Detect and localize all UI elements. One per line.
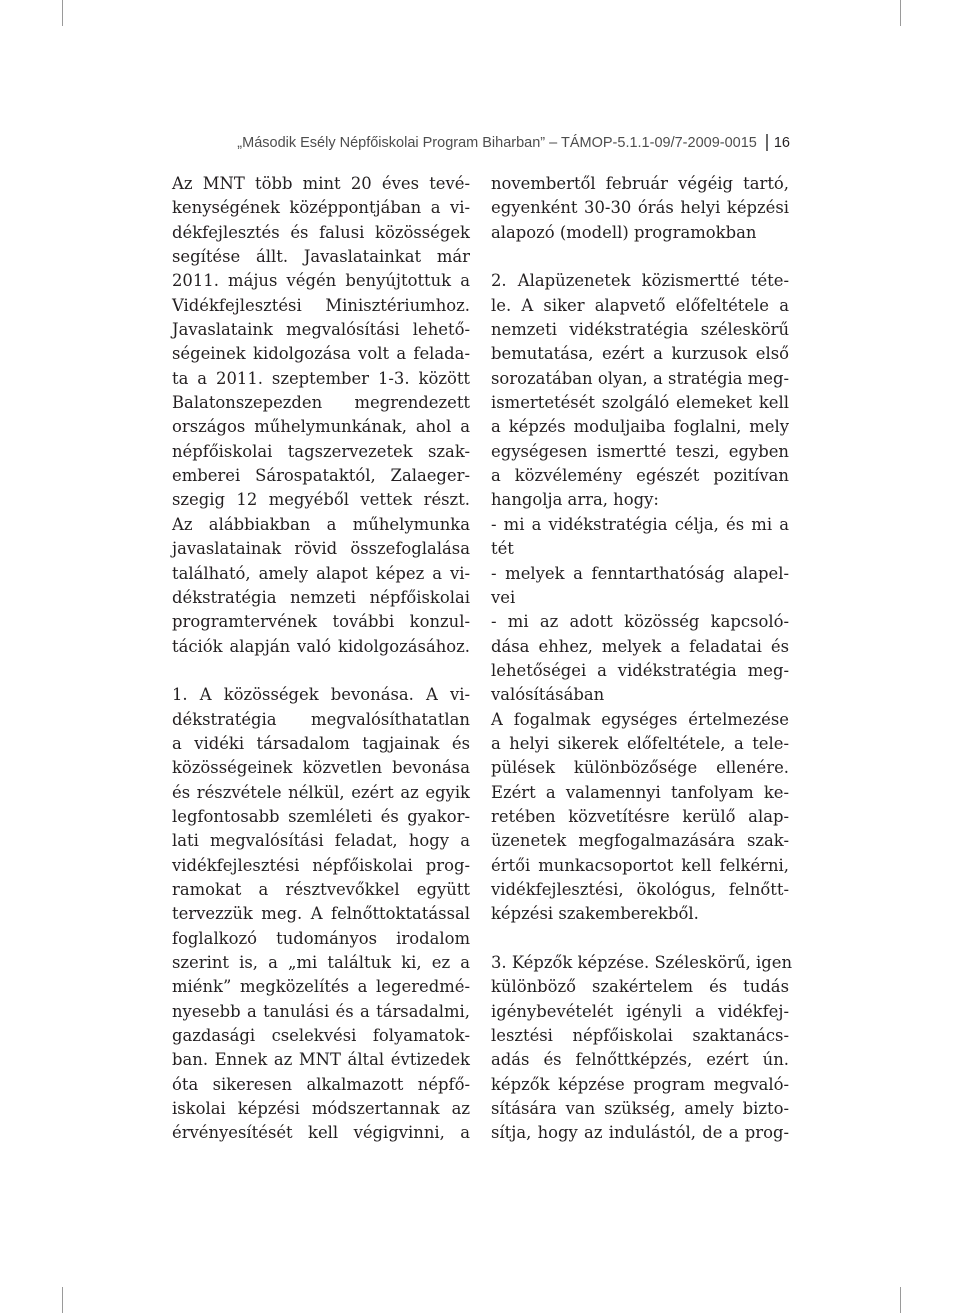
text-line: vidékfejlesztési népfőiskolai prog-	[172, 855, 470, 875]
text-line: miénk” megközelítés a legeredmé-	[172, 977, 470, 997]
text-line: népfőiskolai tagszervezetek szak-	[172, 441, 470, 461]
text-line: ramokat a résztvevőkkel együtt	[172, 879, 470, 899]
text-line: dékfejlesztés és falusi közösségek	[172, 222, 470, 242]
text-line: sítására van szükség, amely bizto-	[491, 1099, 789, 1119]
text-line: novembertől február végéig tartó,	[491, 174, 789, 193]
text-line: Balatonszepezden megrendezett	[172, 393, 470, 413]
text-line: sorozatában olyan, a stratégia meg-	[491, 368, 789, 388]
text-line: Az alábbiakban a műhelymunka	[172, 514, 470, 534]
text-line: a helyi sikerek előfeltétele, a tele-	[491, 733, 789, 753]
paragraph-gap	[491, 927, 789, 951]
text-line: vidékfejlesztési, ökológus, felnőtt-	[491, 879, 789, 899]
text-line: dékstratégia megvalósíthatatlan	[172, 709, 470, 729]
text-line: a vidéki társadalom tagjainak és	[172, 733, 470, 753]
text-line: ismertetését szolgáló elemeket kell	[491, 393, 789, 413]
text-line: tervezzük meg. A felnőttoktatással	[172, 904, 470, 924]
text-line: értői munkacsoportot kell felkérni,	[491, 855, 789, 875]
running-header	[237, 134, 790, 151]
text-line: érvényesítését kell végigvinni, a	[172, 1123, 470, 1143]
text-line: szerint is, a „mi találtuk ki, ez a	[172, 953, 470, 972]
text-line: kenységének középpontjában a vi-	[172, 198, 470, 218]
text-line: igénybevételét igényli a vidékfej-	[491, 1001, 789, 1021]
text-line: adás és felnőttképzés, ezért ún.	[491, 1050, 789, 1070]
left-text-column	[172, 172, 470, 1146]
text-line: a képzés moduljaiba foglalni, mely	[491, 417, 789, 437]
text-line: 3. Képzők képzése. Széleskörű, igen	[491, 953, 793, 972]
text-line: - melyek a fenntarthatóság alapel-	[491, 563, 789, 583]
text-line: vei	[491, 587, 516, 607]
text-line: a közvélemény egészét pozitívan	[491, 466, 789, 486]
header-title: „Második Esély Népfőiskolai Program Biharban” – TÁMOP-5.1.1-09/7-2009-0015	[237, 134, 757, 151]
text-line: segítése állt. Javaslatainkat már	[172, 247, 470, 267]
crop-mark-top-left	[62, 0, 63, 26]
text-line: és részvétele nélkül, ezért az egyik	[172, 782, 470, 802]
text-line: emberei Sárospataktól, Zalaeger-	[172, 466, 470, 486]
text-line: ségeinek kidolgozása volt a felada-	[172, 344, 470, 364]
text-line: alapozó (modell) programokban	[491, 222, 757, 242]
text-line: üzenetek megfogalmazására szak-	[491, 831, 789, 851]
crop-mark-bottom-left	[62, 1287, 63, 1313]
text-line: 1. A közösségek bevonása. A vi-	[172, 685, 470, 705]
text-line: - mi az adott közösség kapcsoló-	[491, 612, 789, 632]
text-line: retében közvetítésre kerülő alap-	[491, 806, 789, 826]
text-line: képzési szakemberekből.	[491, 904, 699, 924]
text-line: ta a 2011. szeptember 1-3. között	[172, 368, 470, 388]
text-line: - mi a vidékstratégia célja, és mi a	[491, 514, 789, 534]
text-line: gazdasági cselekvési folyamatok-	[172, 1026, 470, 1046]
text-line: Az MNT több mint 20 éves tevé-	[172, 174, 470, 193]
text-line: valósításában	[491, 685, 605, 705]
text-line: lati megvalósítási feladat, hogy a	[172, 831, 470, 851]
text-line: iskolai képzési módszertannak az	[172, 1099, 470, 1119]
header-separator	[766, 134, 768, 151]
text-line: szegig 12 megyéből vettek részt.	[172, 490, 470, 510]
text-line: nemzeti vidékstratégia széleskörű	[491, 320, 789, 340]
text-line: lehetőségei a vidékstratégia meg-	[491, 660, 789, 680]
text-line: egységesen ismertté teszi, egyben	[491, 441, 789, 461]
text-line: le. A siker alapvető előfeltétele a	[491, 295, 789, 315]
text-line: sítja, hogy az indulástól, de a prog-	[491, 1123, 789, 1143]
text-line: dása ehhez, melyek a feladatai és	[491, 636, 789, 656]
text-line: található, amely alapot képez a vi-	[172, 563, 470, 583]
text-line: lesztési népfőiskolai szaktanács-	[491, 1026, 789, 1046]
text-line: hangolja arra, hogy:	[491, 490, 659, 510]
text-line: bemutatása, ezért a kurzusok első	[491, 344, 789, 364]
text-line: tációk alapján való kidolgozásához.	[172, 636, 470, 656]
paragraph-gap	[491, 245, 789, 269]
crop-mark-bottom-right	[900, 1287, 901, 1313]
text-line: 2. Alapüzenetek közismertté téte-	[491, 271, 789, 291]
text-line: pülések különbözősége ellenére.	[491, 758, 789, 778]
text-line: Vidékfejlesztési Minisztériumhoz.	[172, 295, 470, 315]
text-line: dékstratégia nemzeti népfőiskolai	[172, 587, 470, 607]
text-line: nyesebb a tanulási és a társadalmi,	[172, 1001, 470, 1021]
text-line: Ezért a valamennyi tanfolyam ke-	[491, 782, 789, 802]
text-line: 2011. május végén benyújtottuk a	[172, 271, 470, 291]
text-line: programtervének további konzul-	[172, 612, 470, 632]
text-line: közösségeinek közvetlen bevonása	[172, 758, 470, 778]
text-line: egyenként 30-30 órás helyi képzési	[491, 198, 789, 218]
text-line: Javaslataink megvalósítási lehető-	[172, 320, 470, 340]
crop-mark-top-right	[900, 0, 901, 26]
text-line: képzők képzése program megvaló-	[491, 1074, 789, 1094]
paragraph-gap	[172, 659, 470, 683]
right-text-column	[491, 172, 793, 1146]
page-number: 16	[773, 134, 790, 151]
text-line: ban. Ennek az MNT által évtizedek	[172, 1050, 470, 1070]
text-line: különböző szakértelem és tudás	[491, 977, 789, 997]
text-line: óta sikeresen alkalmazott népfő-	[172, 1074, 470, 1094]
text-line: foglalkozó tudományos irodalom	[172, 928, 470, 948]
text-line: tét	[491, 539, 514, 559]
text-line: javaslatainak rövid összefoglalása	[172, 539, 470, 559]
text-line: A fogalmak egységes értelmezése	[491, 709, 789, 729]
text-line: országos műhelymunkának, ahol a	[172, 417, 470, 437]
text-line: legfontosabb szemléleti és gyakor-	[172, 806, 470, 826]
